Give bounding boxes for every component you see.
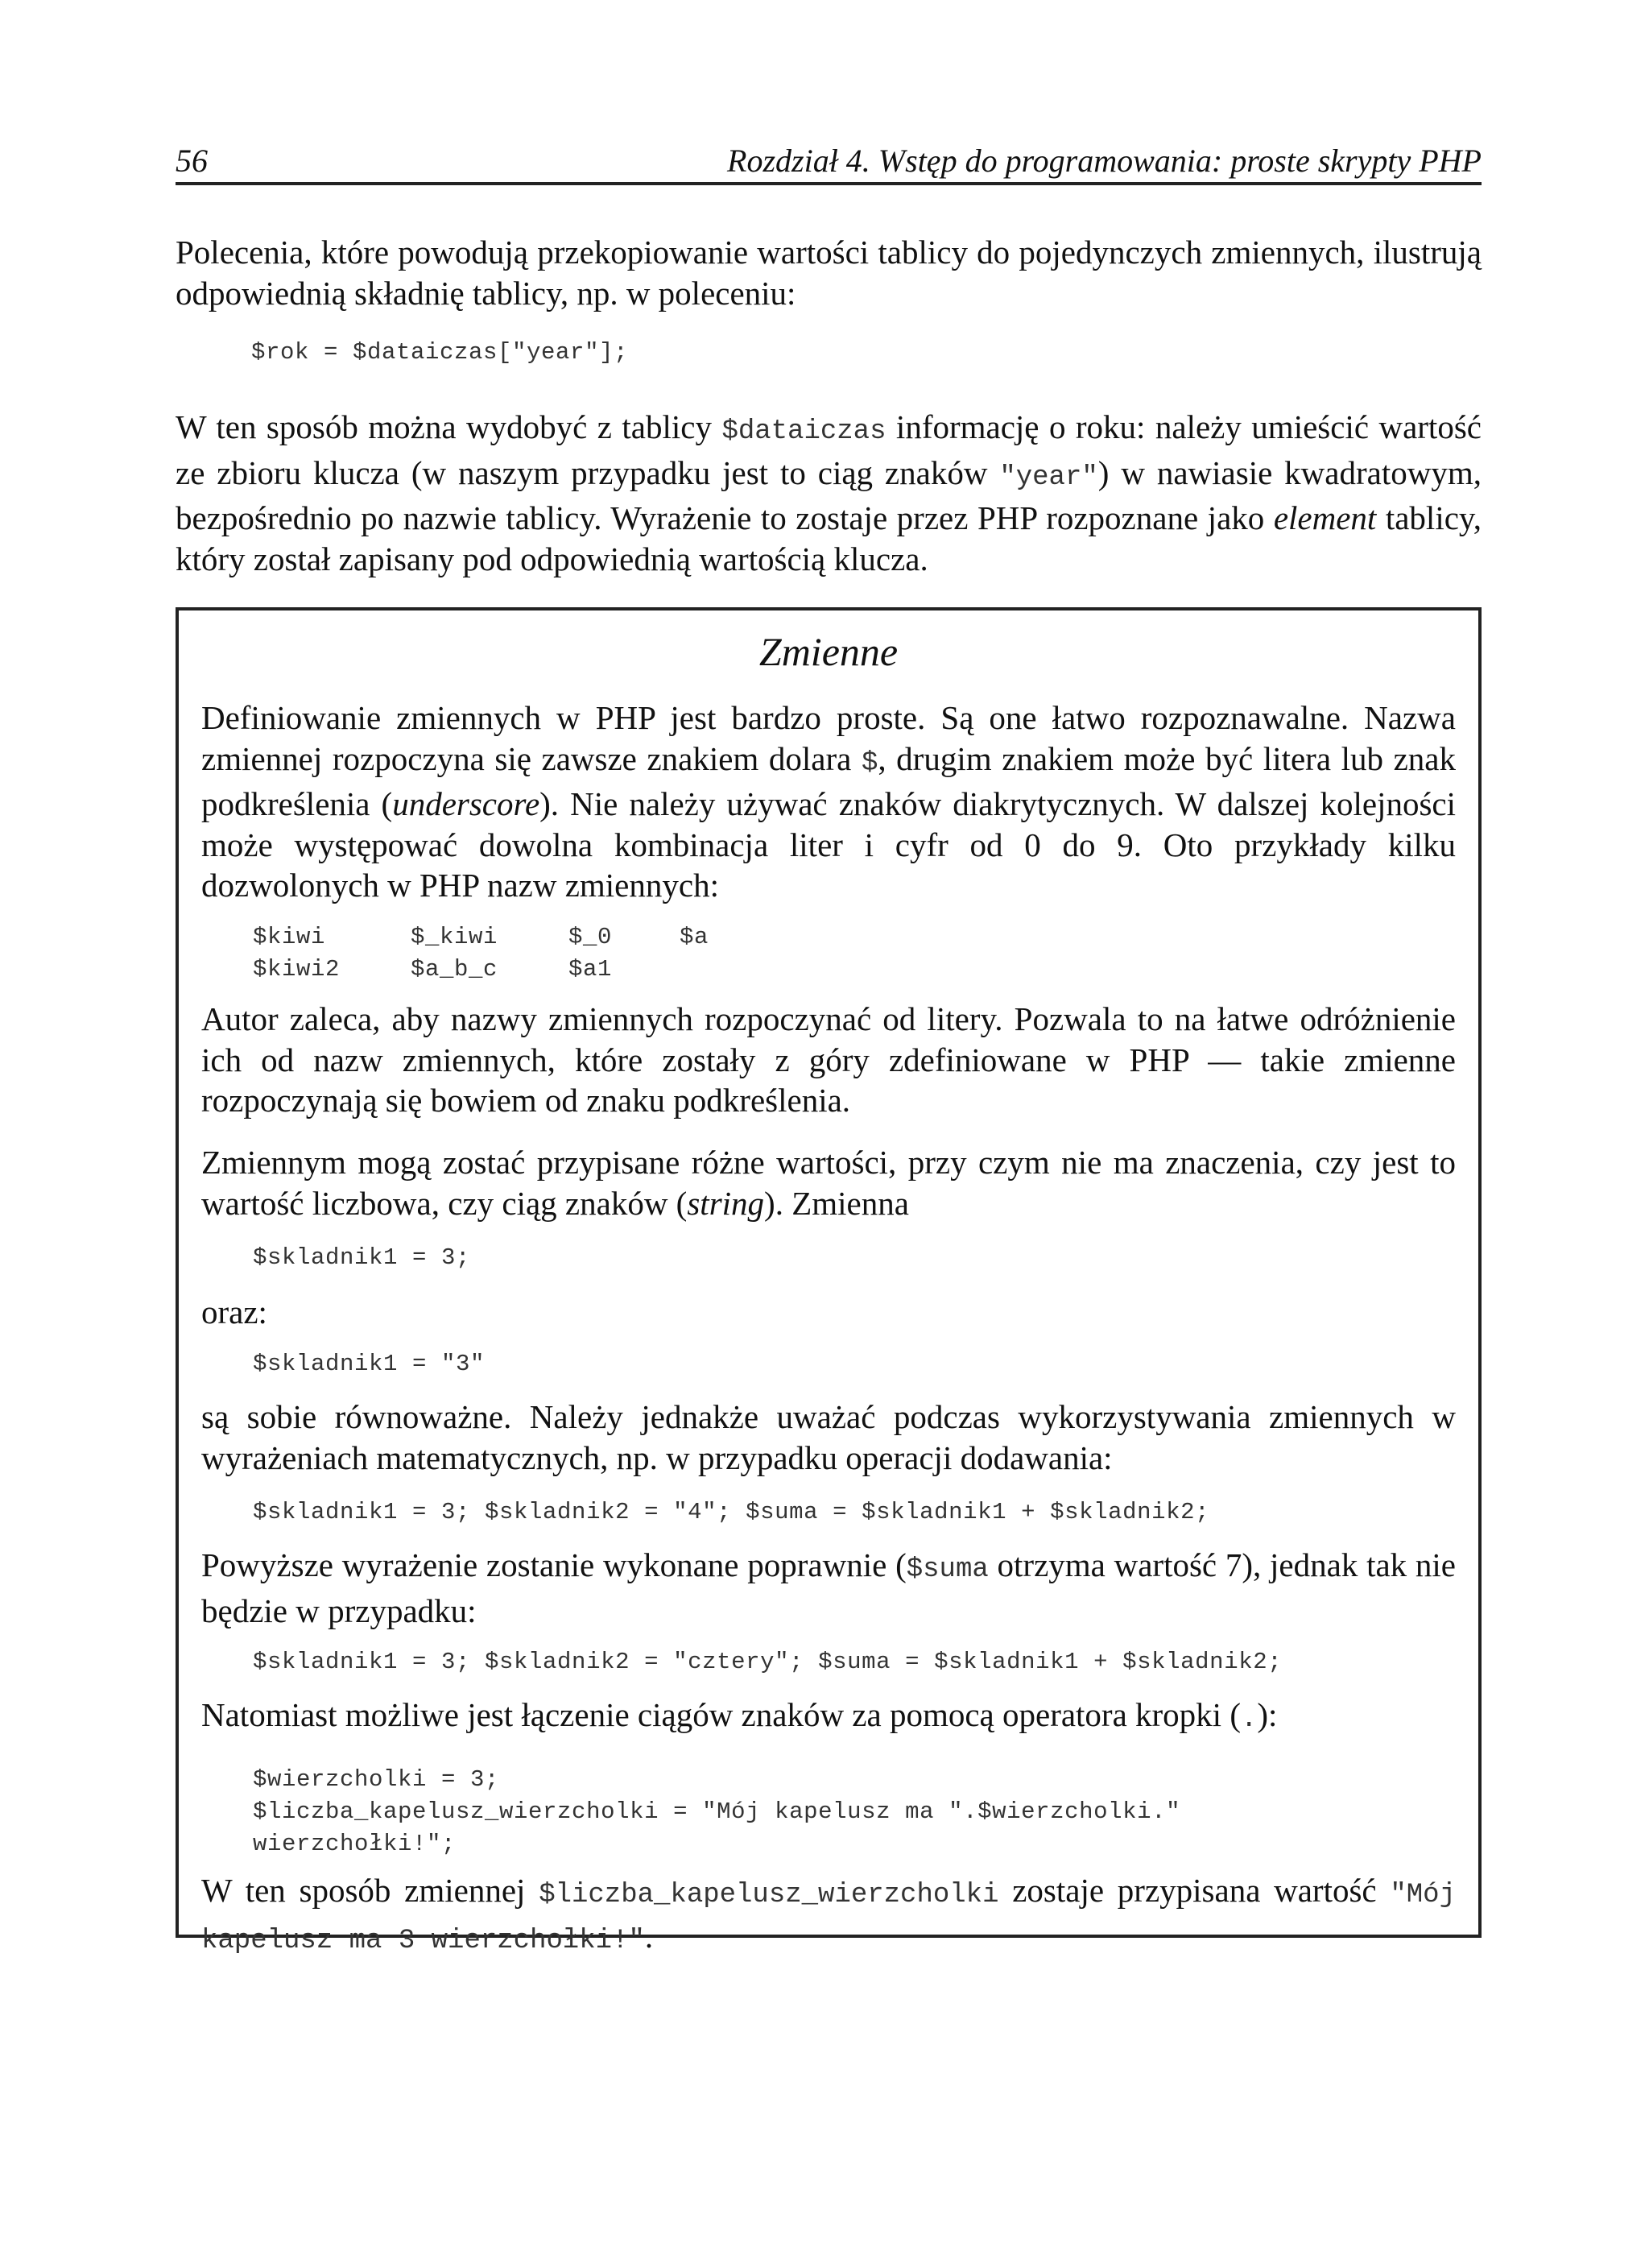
var-example: $a	[680, 924, 709, 950]
code-line: $liczba_kapelusz_wierzcholki = "Mój kapelusz ma ".$wierzcholki."	[253, 1798, 1181, 1825]
box-oraz: oraz:	[201, 1293, 267, 1331]
box-paragraph-7	[201, 1870, 1456, 1961]
sidebar-box-zmienne	[176, 607, 1482, 1956]
text-run: ). Zmienna	[764, 1184, 909, 1222]
inline-code: "Mój kapelusz ma 3 wierzchołki!"	[201, 1880, 1456, 1956]
var-example: $kiwi	[253, 924, 326, 950]
var-example: $_kiwi	[411, 924, 498, 950]
text-run: otrzyma wartość 7), jednak tak nie będzie w przypadku:	[201, 1546, 1457, 1629]
emphasis: element	[1273, 499, 1377, 536]
text-run: Definiowanie zmiennych w PHP jest bardzo proste. Są one łatwo rozpoznawalne. Nazwa zmiennej rozpoczyna się zawsze znakiem dolara	[201, 699, 1456, 777]
running-header	[176, 137, 1482, 185]
text-run: ) w nawiasie kwadratowym, bezpośrednio po nazwie tablicy. Wyrażenie to zostaje przez PHP rozpoznane jako	[176, 453, 1482, 536]
code-suma-ok: $skladnik1 = 3; $skladnik2 = "4"; $suma = $skladnik1 + $skladnik2;	[253, 1499, 1210, 1525]
emphasis: string	[687, 1184, 765, 1222]
box-paragraph-3	[201, 1142, 1456, 1223]
text-run: ):	[1257, 1696, 1278, 1733]
text-run: Powyższe wyrażenie zostanie wykonane poprawnie (	[201, 1546, 907, 1583]
page-number: 56	[176, 143, 208, 179]
text-run: , drugim znakiem może być litera lub znak podkreślenia (	[201, 739, 1456, 822]
code-line: wierzchołki!";	[253, 1831, 457, 1857]
var-example: $a_b_c	[411, 956, 498, 983]
emphasis: underscore	[392, 785, 540, 822]
box-paragraph-2: Autor zaleca, aby nazwy zmiennych rozpoczynać od litery. Pozwala to na łatwe odróżnienie ich od nazw zmiennych, które zostały z góry zdefiniowane w PHP — takie zmienne rozpoczynają się bowiem od znaku podkreślenia.	[201, 1000, 1456, 1119]
inline-code: "year"	[999, 461, 1098, 493]
text-run: tablicy, który został zapisany pod odpowiednią wartością klucza.	[176, 499, 1482, 577]
box-paragraph-5	[201, 1545, 1456, 1631]
var-example: $kiwi2	[253, 956, 341, 983]
code-suma-cztery: $skladnik1 = 3; $skladnik2 = "cztery"; $suma = $skladnik1 + $skladnik2;	[253, 1649, 1283, 1675]
text-run: Zmiennym mogą zostać przypisane różne wartości, przy czym nie ma znaczenia, czy jest to wartość liczbowa, czy ciąg znaków (	[201, 1144, 1456, 1222]
code-line: $wierzcholki = 3;	[253, 1766, 500, 1793]
inline-code: .	[1240, 1704, 1258, 1735]
code-skladnik-int: $skladnik1 = 3;	[253, 1244, 471, 1271]
text-run: W ten sposób można wydobyć z tablicy	[176, 408, 722, 445]
inline-code: $suma	[906, 1554, 989, 1585]
var-example: $_0	[568, 924, 613, 950]
box-title: Zmienne	[758, 629, 899, 674]
box-paragraph-6	[201, 1695, 1456, 1740]
text-run: .	[644, 1917, 654, 1955]
intro-paragraph-1: Polecenia, które powodują przekopiowanie wartości tablicy do pojedynczych zmiennych, ilustrują odpowiednią składnię tablicy, np. w poleceniu:	[176, 234, 1482, 312]
var-example: $a1	[568, 956, 613, 983]
text-run: W ten sposób zmiennej	[201, 1872, 539, 1909]
box-paragraph-1	[201, 697, 1456, 906]
inline-code: $liczba_kapelusz_wierzcholki	[539, 1880, 999, 1910]
text-run: ). Nie należy używać znaków diakrytycznych. W dalszej kolejności może występować dowolna kombinacja liter i cyfr od 0 do 9. Oto przykłady kilku dozwolonych w PHP nazw zmiennych:	[201, 785, 1456, 904]
intro-paragraph-2	[176, 407, 1482, 579]
text-run: zostaje przypisana wartość	[998, 1872, 1391, 1909]
inline-code: $dataiczas	[721, 416, 886, 447]
code-rok: $rok = $dataiczas["year"];	[251, 339, 629, 366]
code-skladnik-string: $skladnik1 = "3"	[253, 1351, 486, 1377]
code-wierzcholki	[253, 1764, 1180, 1860]
box-paragraph-4: są sobie równoważne. Należy jednakże uważać podczas wykorzystywania zmiennych w wyrażeniach matematycznych, np. w przypadku operacji dodawania:	[201, 1398, 1456, 1476]
chapter-title: Rozdział 4. Wstęp do programowania: proste skrypty PHP	[727, 143, 1482, 179]
inline-code: $	[861, 747, 878, 779]
text-run: Natomiast możliwe jest łączenie ciągów znaków za pomocą operatora kropki (	[201, 1696, 1241, 1733]
text-run: informację o roku: należy umieścić wartość ze zbioru klucza (w naszym przypadku jest to ciąg znaków	[176, 408, 1482, 491]
